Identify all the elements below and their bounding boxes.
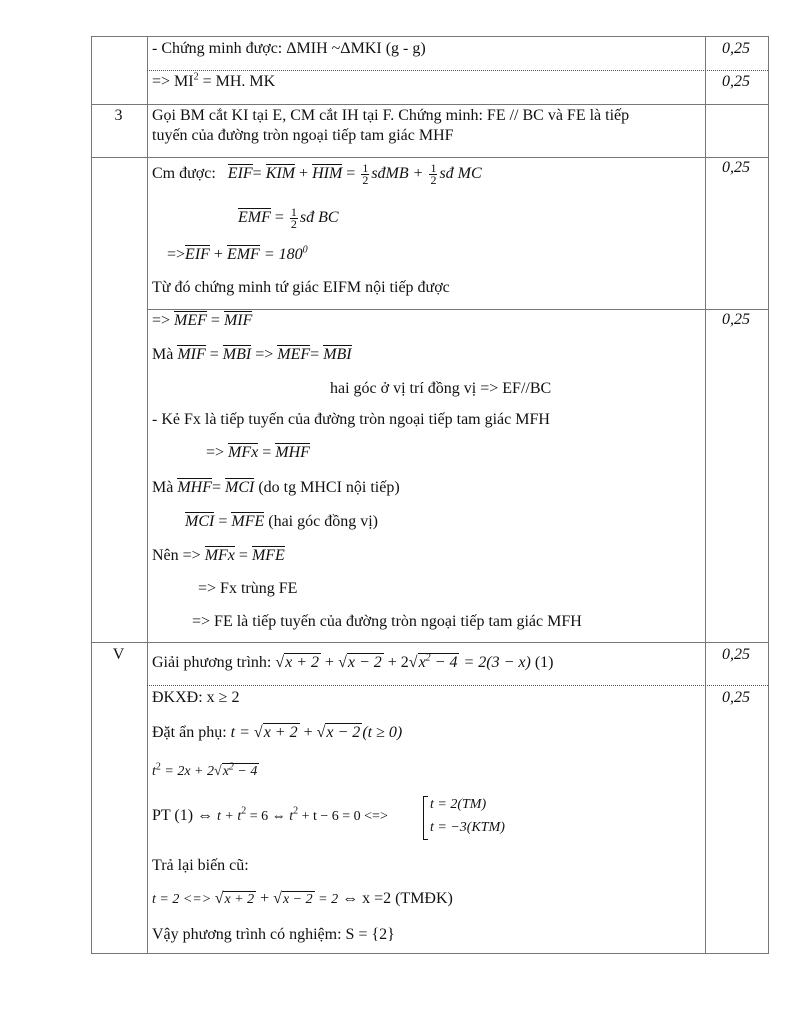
proof-line: Từ đó chứng minh tứ giác EIFM nội tiếp được bbox=[152, 279, 450, 296]
case-line: t = −3(KTM) bbox=[430, 820, 505, 835]
score: 0,25 bbox=[722, 646, 750, 663]
solution-line: Đặt ẩn phụ: t = √x + 2 + √x − 2 (t ≥ 0) bbox=[152, 724, 403, 741]
proof-line: =>EIF + EMF = $180^0$ bbox=[167, 244, 308, 263]
equation-line: Giải phương trình: $√x + 2 + √x - 2 + 2√x^2 - 4 = 2(3 - x)$ (1) bbox=[152, 652, 554, 671]
proof-line: Mà MHF= MCI (do tg MHCI nội tiếp) bbox=[152, 479, 400, 496]
proof-line: Nên => MFx = MFE bbox=[152, 547, 285, 564]
proof-line: - Chứng minh được: ΔMIH ~ΔMKI (g - g) bbox=[152, 40, 426, 57]
score: 0,25 bbox=[722, 73, 750, 90]
score: 0,25 bbox=[722, 311, 750, 328]
proof-line: EMF = $\frac{1}{2}$ sđ BC bbox=[238, 205, 339, 231]
proof-line: => MFx = MHF bbox=[206, 444, 310, 461]
question-number: V bbox=[112, 646, 125, 663]
proof-line: hai góc ở vị trí đồng vị => EF//BC bbox=[330, 380, 552, 397]
proof-line: => $MI^2$ = MH. MK bbox=[152, 71, 276, 90]
question-text: Gọi BM cắt KI tại E, CM cắt IH tại F. Chứng minh: FE // BC và FE là tiếp bbox=[152, 107, 630, 124]
case-line: t = 2(TM) bbox=[430, 797, 487, 812]
score: 0,25 bbox=[722, 159, 750, 176]
fraction: $\frac{1}{2}$ bbox=[430, 161, 437, 187]
row-divider bbox=[92, 642, 768, 643]
fraction: $\frac{1}{2}$ bbox=[362, 161, 369, 187]
score: 0,25 bbox=[722, 689, 750, 706]
solution-line: ĐKXĐ: x ≥ 2 bbox=[152, 689, 240, 706]
solution-line: $t^2 = 2x + 2√x^2 - 4$ bbox=[152, 761, 258, 779]
question-number: 3 bbox=[114, 107, 123, 124]
question-text: tuyến của đường tròn ngoại tiếp tam giác MHF bbox=[152, 127, 454, 144]
row-divider bbox=[92, 104, 768, 105]
proof-line: Cm được: EIF= KIM + HIM = $\frac{1}{2}$ sđMB + $\frac{1}{2}$ sđ MC bbox=[152, 161, 482, 187]
solution-line: t = 2 <=> √x + 2 + √x − 2 = 2 ⇔ x =2 (TMĐK) bbox=[152, 890, 453, 907]
score: 0,25 bbox=[722, 40, 750, 57]
solution-line: Vậy phương trình có nghiệm: S = {2} bbox=[152, 926, 395, 943]
case-bracket bbox=[423, 796, 428, 840]
row-divider bbox=[147, 309, 768, 310]
proof-line: => Fx trùng FE bbox=[198, 580, 298, 597]
proof-line: => FE là tiếp tuyến của đường tròn ngoại tiếp tam giác MFH bbox=[192, 613, 582, 630]
fraction: $\frac{1}{2}$ bbox=[290, 205, 297, 231]
proof-line: - Kẻ Fx là tiếp tuyến của đường tròn ngoại tiếp tam giác MFH bbox=[152, 411, 550, 428]
solution-line: PT (1) ⇔ $t + t^2 = 6$ ⇔ $t^2 + t - 6 = 0$ <=> bbox=[152, 805, 388, 824]
proof-line: MCI = MFE (hai góc đồng vị) bbox=[185, 513, 378, 530]
proof-line: => MEF = MIF bbox=[152, 312, 253, 329]
row-divider bbox=[92, 157, 768, 158]
solution-line: Trả lại biến cũ: bbox=[152, 857, 249, 874]
proof-line: Mà MIF = MBI => MEF= MBI bbox=[152, 346, 352, 363]
column-divider-1 bbox=[147, 37, 148, 953]
row-divider bbox=[147, 685, 768, 686]
row-divider bbox=[147, 70, 768, 71]
